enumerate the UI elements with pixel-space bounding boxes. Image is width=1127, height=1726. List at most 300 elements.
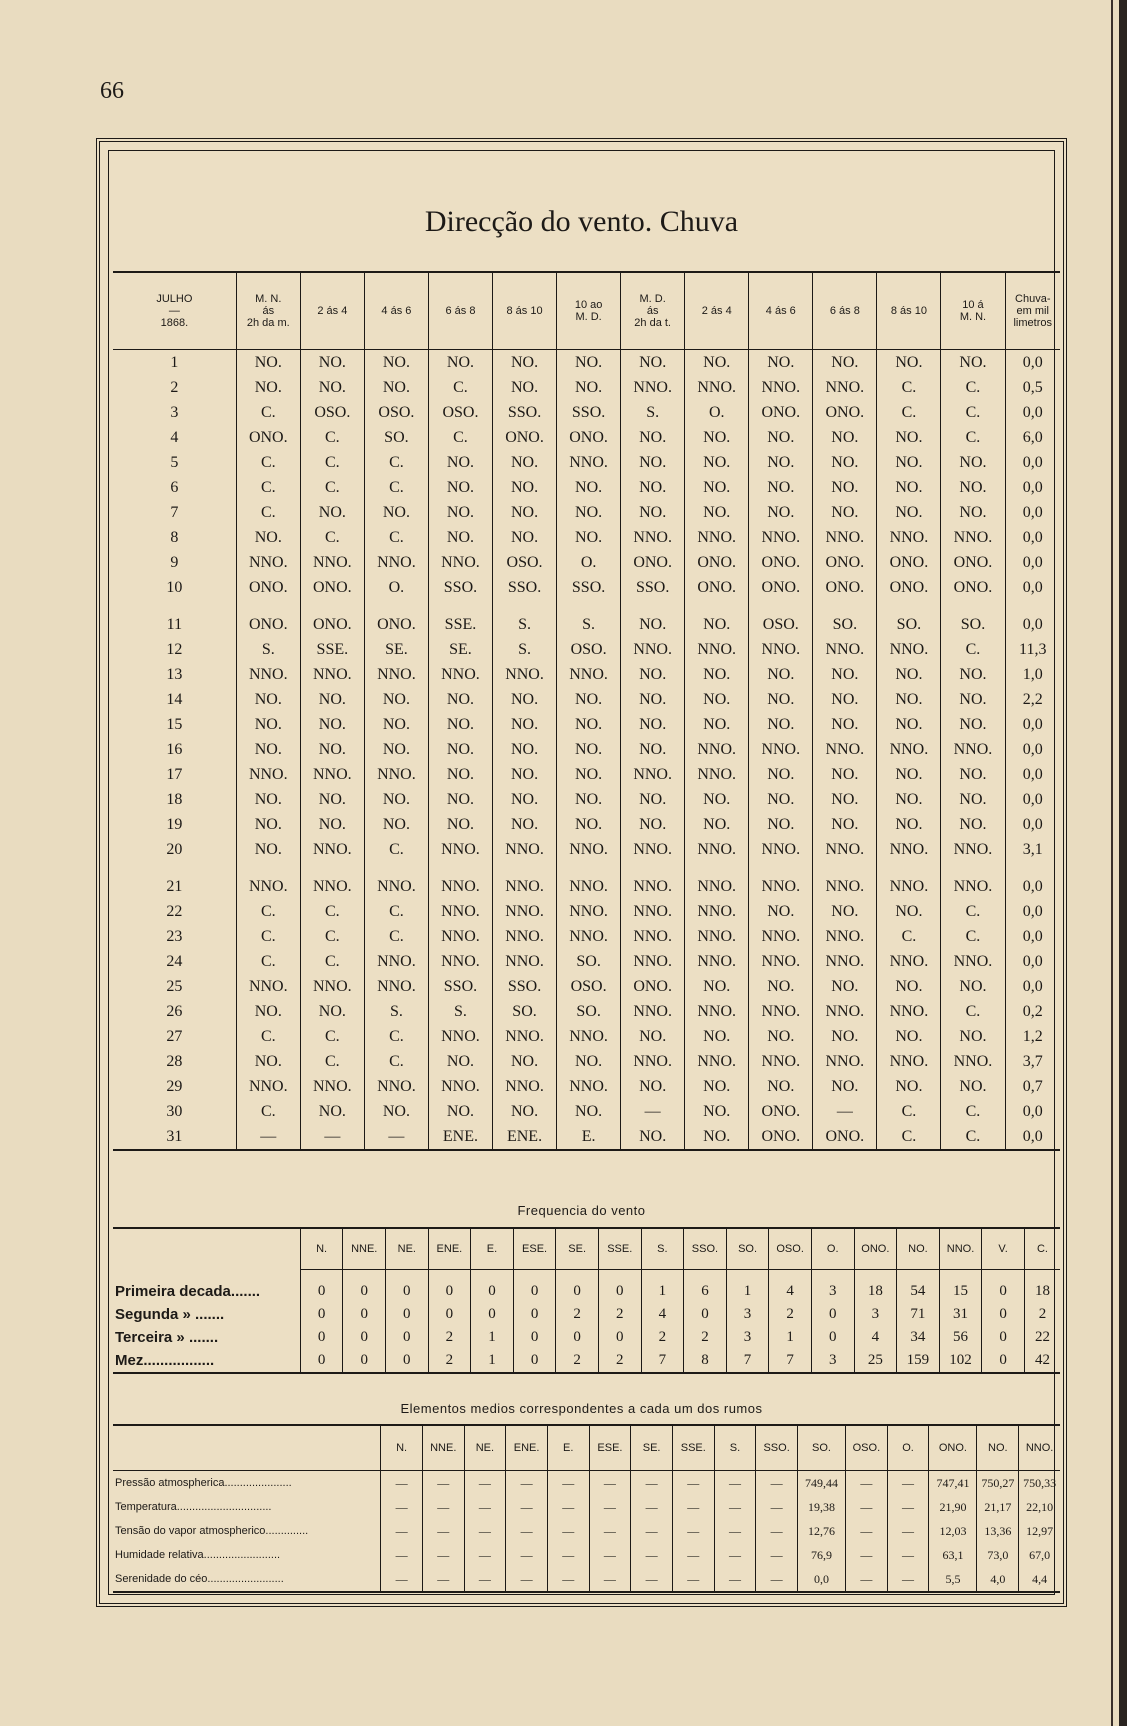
table-cell: — xyxy=(464,1543,506,1567)
table-cell: S. xyxy=(236,637,300,662)
table-cell: 0 xyxy=(386,1303,429,1326)
column-header: S. xyxy=(641,1228,684,1270)
table-cell: NO. xyxy=(493,1099,557,1124)
column-header: N. xyxy=(381,1425,423,1471)
row-label: 1 xyxy=(170,353,179,371)
table-cell: NO. xyxy=(813,974,877,999)
table-cell: SO. xyxy=(813,600,877,637)
column-header: SE. xyxy=(631,1425,673,1471)
table-cell: 0,0 xyxy=(1005,862,1060,899)
table-cell: NO. xyxy=(877,712,941,737)
column-header: E. xyxy=(547,1425,589,1471)
table-cell: NO. xyxy=(236,525,300,550)
table-cell: C. xyxy=(941,425,1005,450)
table-cell: NNO. xyxy=(428,949,492,974)
table-cell: 76,9 xyxy=(797,1543,845,1567)
table-cell: C. xyxy=(428,425,492,450)
table-cell: SO. xyxy=(364,425,428,450)
row-label: 8 xyxy=(170,528,179,546)
table-cell: C. xyxy=(236,400,300,425)
column-header: N. xyxy=(300,1228,343,1270)
table-cell: ONO. xyxy=(813,400,877,425)
table-cell: C. xyxy=(300,1024,364,1049)
table-cell: ONO. xyxy=(749,400,813,425)
table-cell: NNO. xyxy=(428,550,492,575)
table-cell: 2 xyxy=(684,1326,727,1349)
row-label: 22 xyxy=(166,902,183,920)
table-cell: C. xyxy=(364,1024,428,1049)
table-cell: NO. xyxy=(621,500,685,525)
table-cell: 3 xyxy=(726,1326,769,1349)
table-cell: NNO. xyxy=(941,837,1005,862)
table-cell: ONO. xyxy=(813,550,877,575)
table-cell: 0,0 xyxy=(1005,812,1060,837)
table-cell: OSO. xyxy=(557,637,621,662)
row-label: 18 xyxy=(166,790,183,808)
table-cell: ONO. xyxy=(621,550,685,575)
table-row xyxy=(113,475,1060,500)
table-cell: 6,0 xyxy=(1005,425,1060,450)
table-cell: NNO. xyxy=(941,1049,1005,1074)
table-cell: 13,36 xyxy=(977,1519,1019,1543)
table-cell: ONO. xyxy=(749,550,813,575)
table-cell: 0 xyxy=(386,1326,429,1349)
table-cell: NO. xyxy=(813,787,877,812)
table-cell: SSO. xyxy=(428,575,492,600)
table-cell: NNO. xyxy=(364,862,428,899)
table-cell: — xyxy=(887,1471,929,1496)
table-cell: NO. xyxy=(557,350,621,376)
table-cell: C. xyxy=(941,1099,1005,1124)
table-cell: NNO. xyxy=(749,837,813,862)
table-cell: NO. xyxy=(749,350,813,376)
table-row xyxy=(113,550,1060,575)
row-label: 13 xyxy=(166,665,183,683)
table-cell: NNO. xyxy=(813,999,877,1024)
table-cell: SSO. xyxy=(493,575,557,600)
table-cell: — xyxy=(506,1543,548,1567)
table-cell: NNO. xyxy=(493,1024,557,1049)
table-cell: — xyxy=(714,1567,756,1592)
table-cell: NNO. xyxy=(877,737,941,762)
table-cell: SSO. xyxy=(557,575,621,600)
column-header: Chuva- em mil limetros xyxy=(1005,272,1060,350)
table-cell: NNO. xyxy=(749,637,813,662)
table-cell: NNO. xyxy=(236,662,300,687)
table-cell: NNO. xyxy=(877,525,941,550)
table-cell: NO. xyxy=(300,787,364,812)
table-cell: 0 xyxy=(343,1326,386,1349)
table-cell: NO. xyxy=(941,1024,1005,1049)
table-cell: ONO. xyxy=(493,425,557,450)
table-cell: C. xyxy=(236,1099,300,1124)
column-header: 6 ás 8 xyxy=(428,272,492,350)
table-cell: 0 xyxy=(300,1326,343,1349)
column-header: V. xyxy=(982,1228,1025,1270)
frequency-title: Frequencia do vento xyxy=(517,1203,646,1218)
table-cell: C. xyxy=(877,1099,941,1124)
table-row xyxy=(113,1471,1060,1496)
table-cell: — xyxy=(506,1567,548,1592)
table-cell: 0,0 xyxy=(1005,787,1060,812)
table-cell: NO. xyxy=(813,662,877,687)
table-cell: SE. xyxy=(428,637,492,662)
table-cell: NO. xyxy=(621,450,685,475)
table-cell: NO. xyxy=(236,375,300,400)
table-cell: NO. xyxy=(941,812,1005,837)
column-header: NO. xyxy=(897,1228,940,1270)
table-cell: NNO. xyxy=(364,949,428,974)
table-cell: 2 xyxy=(598,1303,641,1326)
table-cell: NO. xyxy=(877,475,941,500)
table-cell: ONO. xyxy=(364,600,428,637)
table-cell: NO. xyxy=(493,475,557,500)
table-cell: 750,27 xyxy=(977,1471,1019,1496)
table-row xyxy=(113,575,1060,600)
table-cell: NO. xyxy=(493,812,557,837)
table-cell: — xyxy=(631,1567,673,1592)
table-cell: 0 xyxy=(343,1349,386,1373)
table-cell: 4,0 xyxy=(977,1567,1019,1592)
table-cell: NNO. xyxy=(941,862,1005,899)
table-cell: — xyxy=(846,1495,888,1519)
row-label: Pressão atmospherica...................... xyxy=(115,1477,292,1489)
table-cell: NO. xyxy=(941,662,1005,687)
table-cell: 0 xyxy=(386,1270,429,1304)
table-cell: 0,0 xyxy=(1005,762,1060,787)
table-cell: 3 xyxy=(854,1303,897,1326)
table-cell: OSO. xyxy=(300,400,364,425)
row-label: 2 xyxy=(170,378,179,396)
table-cell: NO. xyxy=(557,812,621,837)
table-cell: NO. xyxy=(621,737,685,762)
table-row xyxy=(113,812,1060,837)
table-cell: NNO. xyxy=(749,862,813,899)
table-cell: 0 xyxy=(300,1349,343,1373)
page-edge-line xyxy=(1111,0,1113,1726)
table-cell: — xyxy=(756,1543,798,1567)
table-cell: NO. xyxy=(428,450,492,475)
table-row xyxy=(113,1099,1060,1124)
table-cell: NNO. xyxy=(685,375,749,400)
table-cell: 73,0 xyxy=(977,1543,1019,1567)
table-cell: — xyxy=(464,1471,506,1496)
table-cell: 2,2 xyxy=(1005,687,1060,712)
column-header: 4 ás 6 xyxy=(749,272,813,350)
table-cell: NNO. xyxy=(813,375,877,400)
table-cell: — xyxy=(589,1519,631,1543)
column-header: 4 ás 6 xyxy=(364,272,428,350)
table-cell: NNO. xyxy=(685,899,749,924)
column-header: 10 á M. N. xyxy=(941,272,1005,350)
table-cell: OSO. xyxy=(493,550,557,575)
table-cell: NO. xyxy=(621,812,685,837)
table-cell: 63,1 xyxy=(929,1543,977,1567)
table-cell: C. xyxy=(300,924,364,949)
table-cell: NO. xyxy=(813,1024,877,1049)
table-cell: 21,17 xyxy=(977,1495,1019,1519)
column-header xyxy=(113,1425,381,1471)
table-cell: NO. xyxy=(300,712,364,737)
table-cell: 0 xyxy=(343,1270,386,1304)
table-cell: NO. xyxy=(236,712,300,737)
table-cell: NNO. xyxy=(493,1074,557,1099)
table-cell: — xyxy=(672,1567,714,1592)
table-cell: ONO. xyxy=(621,974,685,999)
table-cell: C. xyxy=(364,924,428,949)
table-cell: 0 xyxy=(556,1326,599,1349)
table-cell: NNO. xyxy=(493,862,557,899)
table-row xyxy=(113,450,1060,475)
table-cell: NO. xyxy=(813,762,877,787)
table-cell: NO. xyxy=(685,350,749,376)
table-cell: NNO. xyxy=(621,862,685,899)
table-cell: NNO. xyxy=(813,949,877,974)
page-title: Direcção do vento. Chuva xyxy=(424,205,739,238)
table-cell: NO. xyxy=(877,500,941,525)
table-cell: 18 xyxy=(1024,1270,1060,1304)
table-cell: NNO. xyxy=(749,525,813,550)
table-cell: — xyxy=(714,1543,756,1567)
table-cell: NNO. xyxy=(621,375,685,400)
table-cell: — xyxy=(464,1495,506,1519)
table-cell: 0 xyxy=(471,1270,514,1304)
row-label: 28 xyxy=(166,1052,183,1070)
table-cell: NO. xyxy=(813,899,877,924)
table-cell: NO. xyxy=(621,787,685,812)
table-cell: C. xyxy=(877,375,941,400)
elements-title: Elementos medios correspondentes a cada um dos rumos xyxy=(400,1401,763,1416)
table-cell: NO. xyxy=(621,425,685,450)
table-cell: NO. xyxy=(236,837,300,862)
table-cell: NNO. xyxy=(557,837,621,862)
table-cell: NNO. xyxy=(621,762,685,787)
table-cell: — xyxy=(846,1471,888,1496)
table-row xyxy=(113,600,1060,637)
table-cell: NNO. xyxy=(300,550,364,575)
table-cell: C. xyxy=(941,637,1005,662)
table-cell: NO. xyxy=(493,375,557,400)
table-cell: NNO. xyxy=(877,1049,941,1074)
table-cell: NO. xyxy=(877,812,941,837)
table-cell: — xyxy=(422,1471,464,1496)
table-cell: 7 xyxy=(641,1349,684,1373)
frequency-table xyxy=(113,1227,1060,1374)
column-header: C. xyxy=(1024,1228,1060,1270)
row-label: 19 xyxy=(166,815,183,833)
table-cell: NNO. xyxy=(685,762,749,787)
column-header: 8 ás 10 xyxy=(493,272,557,350)
table-cell: E. xyxy=(557,1124,621,1150)
table-cell: — xyxy=(422,1519,464,1543)
table-cell: 102 xyxy=(939,1349,982,1373)
table-cell: — xyxy=(887,1567,929,1592)
table-cell: NO. xyxy=(493,450,557,475)
table-cell: NO. xyxy=(300,375,364,400)
table-cell: — xyxy=(547,1567,589,1592)
table-cell: 3 xyxy=(811,1270,854,1304)
table-cell: 7 xyxy=(769,1349,812,1373)
table-cell: 3,1 xyxy=(1005,837,1060,862)
table-cell: S. xyxy=(364,999,428,1024)
table-cell: NNO. xyxy=(749,949,813,974)
table-cell: C. xyxy=(428,375,492,400)
column-header: M. N. ás 2h da m. xyxy=(236,272,300,350)
table-cell: NO. xyxy=(428,787,492,812)
table-cell: 0,0 xyxy=(1005,737,1060,762)
table-cell: S. xyxy=(428,999,492,1024)
table-frame xyxy=(96,138,1067,1607)
table-cell: 22,10 xyxy=(1019,1495,1060,1519)
table-cell: SSO. xyxy=(621,575,685,600)
table-cell: C. xyxy=(941,924,1005,949)
table-row xyxy=(113,1124,1060,1150)
table-row xyxy=(113,1303,1060,1326)
table-cell: 747,41 xyxy=(929,1471,977,1496)
table-cell: 1 xyxy=(471,1349,514,1373)
column-header: SSO. xyxy=(756,1425,798,1471)
column-header: OSO. xyxy=(846,1425,888,1471)
table-cell: C. xyxy=(364,837,428,862)
table-cell: — xyxy=(506,1495,548,1519)
row-label: 11 xyxy=(166,615,183,633)
row-label: 3 xyxy=(170,403,179,421)
table-cell: NNO. xyxy=(621,924,685,949)
table-cell: NO. xyxy=(685,1099,749,1124)
table-cell: ONO. xyxy=(877,550,941,575)
row-label: 29 xyxy=(166,1077,183,1095)
table-cell: NO. xyxy=(749,450,813,475)
table-cell: NNO. xyxy=(685,637,749,662)
table-cell: C. xyxy=(300,475,364,500)
table-cell: NO. xyxy=(621,350,685,376)
table-cell: NO. xyxy=(300,1099,364,1124)
table-row xyxy=(113,924,1060,949)
table-row xyxy=(113,662,1060,687)
table-cell: NNO. xyxy=(428,662,492,687)
table-cell: NNO. xyxy=(557,899,621,924)
table-cell: NNO. xyxy=(428,1074,492,1099)
table-cell: — xyxy=(547,1471,589,1496)
row-label: 25 xyxy=(166,977,183,995)
table-cell: — xyxy=(846,1543,888,1567)
table-cell: — xyxy=(631,1519,673,1543)
table-cell: NO. xyxy=(621,1074,685,1099)
table-cell: NO. xyxy=(685,1124,749,1150)
table-cell: — xyxy=(756,1495,798,1519)
table-cell: NO. xyxy=(749,500,813,525)
table-cell: 67,0 xyxy=(1019,1543,1060,1567)
table-cell: NO. xyxy=(300,999,364,1024)
table-cell: 21,90 xyxy=(929,1495,977,1519)
table-cell: ONO. xyxy=(236,600,300,637)
table-cell: — xyxy=(381,1567,423,1592)
table-cell: 6 xyxy=(684,1270,727,1304)
table-cell: 1 xyxy=(471,1326,514,1349)
table-cell: 0 xyxy=(428,1303,471,1326)
table-cell: 34 xyxy=(897,1326,940,1349)
table-cell: NNO. xyxy=(877,837,941,862)
table-cell: NO. xyxy=(236,737,300,762)
table-cell: NO. xyxy=(300,737,364,762)
table-cell: NNO. xyxy=(941,737,1005,762)
table-cell: 4 xyxy=(769,1270,812,1304)
table-cell: C. xyxy=(877,924,941,949)
table-cell: — xyxy=(813,1099,877,1124)
table-cell: NO. xyxy=(364,712,428,737)
table-cell: NO. xyxy=(941,450,1005,475)
table-cell: — xyxy=(364,1124,428,1150)
table-cell: C. xyxy=(300,949,364,974)
table-cell: NNO. xyxy=(493,924,557,949)
table-cell: NO. xyxy=(749,974,813,999)
table-cell: NO. xyxy=(300,687,364,712)
table-cell: 0,0 xyxy=(1005,712,1060,737)
table-cell: 0,2 xyxy=(1005,999,1060,1024)
row-label: 7 xyxy=(170,503,179,521)
table-cell: 0,0 xyxy=(1005,974,1060,999)
table-cell: SO. xyxy=(493,999,557,1024)
table-cell: SSO. xyxy=(428,974,492,999)
row-label: 26 xyxy=(166,1002,183,1020)
table-cell: NO. xyxy=(493,687,557,712)
table-row xyxy=(113,500,1060,525)
table-cell: 0 xyxy=(982,1349,1025,1373)
table-cell: SO. xyxy=(557,999,621,1024)
column-header: ONO. xyxy=(929,1425,977,1471)
table-cell: OSO. xyxy=(428,400,492,425)
table-row xyxy=(113,999,1060,1024)
table-cell: NNO. xyxy=(621,899,685,924)
table-cell: NNO. xyxy=(685,737,749,762)
table-cell: S. xyxy=(493,600,557,637)
table-cell: NO. xyxy=(877,662,941,687)
table-cell: NO. xyxy=(300,500,364,525)
table-cell: NO. xyxy=(236,999,300,1024)
table-cell: NO. xyxy=(364,375,428,400)
table-cell: 0,0 xyxy=(1005,575,1060,600)
table-cell: 0,0 xyxy=(1005,1124,1060,1150)
table-cell: — xyxy=(631,1495,673,1519)
table-cell: 4 xyxy=(854,1326,897,1349)
table-cell: NO. xyxy=(941,974,1005,999)
table-cell: NO. xyxy=(685,662,749,687)
row-label: Tensão do vapor atmospherico.............. xyxy=(115,1525,309,1537)
table-cell: NNO. xyxy=(813,1049,877,1074)
table-cell: NO. xyxy=(685,600,749,637)
table-cell: NO. xyxy=(877,350,941,376)
table-cell: NNO. xyxy=(813,525,877,550)
table-cell: C. xyxy=(941,375,1005,400)
table-cell: 0 xyxy=(513,1349,556,1373)
table-row xyxy=(113,687,1060,712)
table-cell: ONO. xyxy=(749,575,813,600)
table-cell: ONO. xyxy=(300,600,364,637)
table-cell: C. xyxy=(236,949,300,974)
table-cell: NO. xyxy=(428,737,492,762)
table-cell: NNO. xyxy=(236,762,300,787)
column-header: O. xyxy=(811,1228,854,1270)
table-cell: NO. xyxy=(813,425,877,450)
table-cell: NO. xyxy=(557,737,621,762)
table-cell: C. xyxy=(877,1124,941,1150)
table-cell: NNO. xyxy=(364,974,428,999)
row-label: 30 xyxy=(166,1102,183,1120)
table-cell: — xyxy=(422,1495,464,1519)
table-cell: NNO. xyxy=(428,837,492,862)
table-cell: NO. xyxy=(749,787,813,812)
table-cell: SSE. xyxy=(428,600,492,637)
